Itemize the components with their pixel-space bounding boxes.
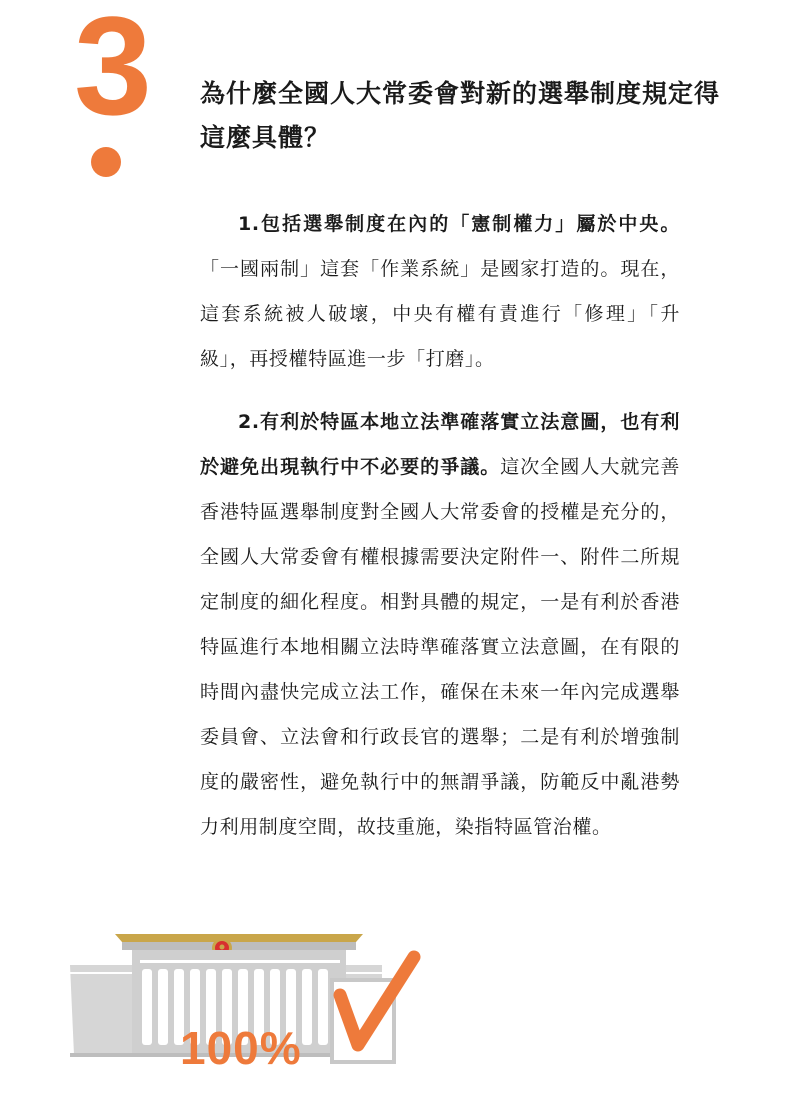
article-body bbox=[200, 202, 680, 868]
roof-trim bbox=[115, 934, 363, 942]
paragraph-2 bbox=[200, 400, 680, 850]
section-number: 3 bbox=[74, 0, 152, 144]
left-wing bbox=[70, 965, 132, 1055]
paragraph-2-lead: 2.有利於特區本地立法準確落實立法意圖，也有利於避免出現執行中不必要的爭議。 bbox=[200, 411, 680, 478]
paragraph-2-text: 這次全國人大就完善香港特區選舉制度對全國人大常委會的授權是充分的，全國人大常委會有權根據需要決定附件一、附件二所規定制度的細化程度。相對具體的規定，一是有利於香港特區進行本地相關立法時準確落實立法意圖，在有限的時間內盡快完成立法工作，確保在未來一年內完成選舉委員會、立法會和行政長官的選舉；二是有利於增強制度的嚴密性，避免執行中的無謂爭議，防範反中亂港勢力利用制度空間，故技重施，染指特區管治權。 bbox=[200, 456, 680, 838]
page-title: 為什麼全國人大常委會對新的選舉制度規定得這麼具體？ bbox=[200, 79, 721, 152]
question-mark-dot bbox=[91, 147, 121, 177]
paragraph-1-lead: 1.包括選舉制度在內的「憲制權力」屬於中央。 bbox=[238, 213, 680, 235]
roof-band bbox=[122, 942, 356, 950]
paragraph-1 bbox=[200, 202, 680, 382]
paragraph-1-text: 「一國兩制」這套「作業系統」是國家打造的。現在，這套系統被人破壞，中央有權有責進行「修理」「升級」，再授權特區進一步「打磨」。 bbox=[200, 258, 680, 370]
percent-label: 100% bbox=[180, 1022, 302, 1074]
